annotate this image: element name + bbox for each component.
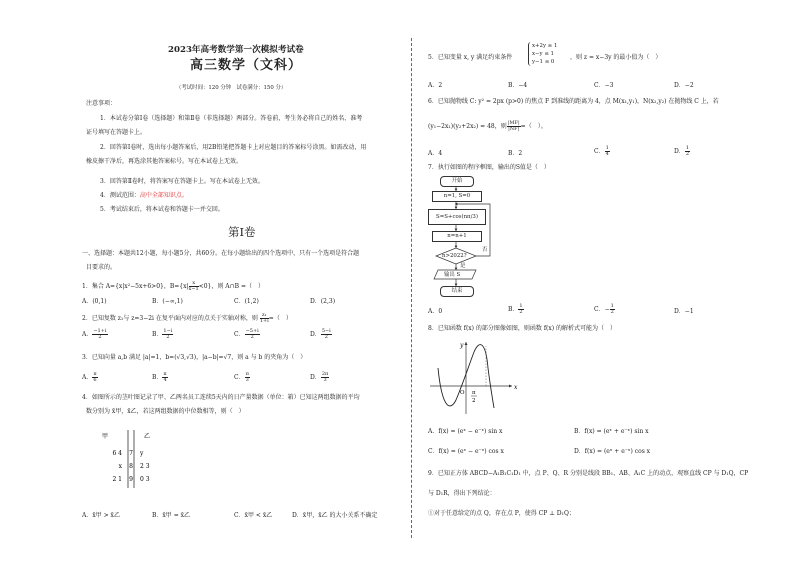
option-a: A． $\frac{\pi}{6}$ [82, 371, 97, 383]
leaf-right: 2 3 [140, 463, 150, 470]
function-graph [428, 338, 518, 416]
stem-leaf-right-label: 乙 [144, 433, 151, 440]
question-5-stem-end: ，则 z = x−3y 的最小值为（ ） [570, 54, 662, 61]
part-instruction: 一、选择题：本题共12小题，每小题5分，共60分。在每小题给出的四个选项中，只有一个选项是符合题 [82, 250, 360, 257]
scope-label: 4．测试范围： [100, 192, 140, 199]
option-d: D．x̄甲，x̄乙 的大小关系不确定 [292, 512, 378, 519]
flow-output: 输出 S [444, 272, 461, 278]
question-4-stem: 数分别为 x̄甲，x̄乙，若这两组数据的中位数相等，则（ ） [86, 408, 245, 415]
option-b: B．−4 [508, 82, 528, 89]
constraint: y−1 ≤ 0 [532, 59, 555, 65]
option-c: C．− $\frac{1}{2}$ [594, 303, 614, 315]
option-a: A．(0,1) [82, 298, 107, 305]
question-8-stem: 8．已知函数 f(x) 的部分图像如图，则函数 f(x) 的解析式可能为（ ） [428, 325, 617, 332]
flow-no-label: 否 [482, 247, 488, 253]
option-d: D．−2 [674, 82, 694, 89]
leaf-left: x [118, 463, 122, 470]
flow-init: n=1, S=0 [432, 191, 482, 202]
question-6-stem: 6．已知抛物线 C: y² = 2px (p>0) 的焦点 F 到准线的距离为 4，点 M(x₁,y₁)，N(x₂,y₂) 在抛物线 C 上，若 [428, 98, 719, 105]
flow-end: 结束 [440, 286, 474, 297]
note-line: 橡皮擦干净后，再选涂其他答案标号。写在本试卷上无效。 [86, 158, 243, 165]
part-instruction: 目要求的。 [86, 264, 117, 271]
question-1-stem: 1．集合 A={x|x²−5x+6>0}，B={x| $\frac{x}{x-1}$ <0}，则 A∩B =（ ） [82, 280, 264, 292]
stem: 8 [129, 463, 133, 470]
option-c: C． $\frac{-5+i}{2}$ [234, 328, 259, 340]
question-9-stem: 与 D₁R，得出下列结论： [428, 490, 496, 497]
question-6-stem: (y₁−2x₁)(y₂+2x₂) = 48，则 $\frac{|MF|}{|NF|}$ =（ ）。 [428, 120, 547, 132]
option-c: C．x̄甲 < x̄乙 [234, 512, 273, 519]
option-a: A．4 [428, 150, 443, 157]
graph-y-label: y [460, 342, 464, 349]
graph-tick-num: π [472, 390, 476, 396]
option-c: C．−3 [594, 82, 614, 89]
leaf-left: 6 4 [112, 450, 122, 457]
option-b: B． $\frac{1}{2}$ [508, 303, 523, 315]
flow-start: 开始 [440, 176, 474, 187]
question-5-stem: 5．已知变量 x, y 满足约束条件 [428, 54, 513, 61]
flow-increment: n=n+1 [432, 231, 482, 242]
note-line [100, 192, 188, 200]
option-c: C． $\frac{1}{4}$ [594, 145, 609, 157]
leaf-left: 2 1 [112, 476, 122, 483]
stem-leaf-left-label: 甲 [102, 433, 109, 440]
option-b: B．f(x) = (eˣ + e⁻ˣ) sin x [574, 428, 649, 435]
option-a: A．x̄甲 > x̄乙 [82, 512, 120, 519]
note-line: 1．本试卷分第Ⅰ卷（选择题）和第Ⅱ卷（非选择题）两部分。答卷前，考生务必将自己的姓名、准考 [100, 115, 363, 122]
option-c: C．f(x) = (eˣ − e⁻ˣ) cos x [428, 448, 504, 455]
note-line: 5．考试结束后，将本试卷和答题卡一并交回。 [100, 206, 224, 213]
leaf-right: y [140, 450, 144, 457]
stem: 7 [129, 450, 133, 457]
right-column [424, 0, 776, 562]
question-9-stem: 9．已知正方体 ABCD−A₁B₁C₁D₁ 中，点 P、Q、R 分别是线段 BB₁、AB、A₁C 上的动点，观察直线 CP 与 D₁Q，CP [428, 470, 749, 477]
question-2-stem: 2．已知复数 z₁与 z=3−2i 在复平面内对应的点关于实轴对称，则 $\frac{\text{z₁}}{1+i}$ =（ ） [82, 312, 292, 324]
option-b: B． $\frac{1-i}{2}$ [152, 328, 173, 340]
constraint: x−y ≤ 1 [532, 51, 554, 57]
subject-title: 高三数学（文科） [190, 58, 303, 73]
option-a: A．f(x) = (eˣ − e⁻ˣ) sin x [428, 428, 503, 435]
scope-highlight: 高中全部知识点。 [139, 192, 188, 199]
option-d: D． $\frac{2\pi}{3}$ [310, 371, 329, 383]
option-d: D． $\frac{1}{2}$ [674, 145, 689, 157]
graph-x-label: x [514, 384, 518, 391]
left-column [82, 0, 400, 562]
option-c: C．(1,2) [234, 298, 259, 305]
exam-title: 2023年高考数学第一次模拟考试卷 [168, 45, 304, 55]
option-d: D．f(x) = (eˣ + e⁻ˣ) cos x [574, 448, 651, 455]
question-9-item: ①对于任意给定的点 Q，存在点 P，使得 CP ⊥ D₁Q； [428, 510, 575, 517]
option-c: C． $\frac{\pi}{3}$ [234, 371, 249, 383]
constraint: x+2y ≥ 1 [532, 43, 558, 49]
option-a: A．0 [428, 308, 443, 315]
question-3-stem: 3．已知向量 a,b 满足 |a|=1，b=(√3,√3)，|a−b|=√7，则 a 与 b 的夹角为（ ） [82, 354, 307, 361]
question-7-stem: 7．执行如图的程序框图，输出的S值是（ ） [428, 164, 550, 171]
constraint-system [528, 42, 557, 66]
option-b: B． $\frac{\pi}{4}$ [152, 371, 167, 383]
note-line: 证号填写在答题卡上。 [86, 129, 147, 136]
option-b: B．x̄甲 = x̄乙 [152, 512, 191, 519]
flow-condition: n>2022? [442, 253, 467, 259]
option-d: D．−1 [674, 308, 694, 315]
question-4-stem: 4．如图所示的茎叶图记录了甲、乙两名员工连续5天内的日产量数据（单位：箱）已知这两组数据的平均 [82, 394, 360, 401]
option-b: B．(−∞,1) [152, 298, 183, 305]
note-line: 2．回答第Ⅰ卷时，选出每小题答案后，用2B铅笔把答题卡上对应题目的答案标号涂黑。如需改动，用 [100, 144, 367, 151]
flow-yes-label: 是 [460, 263, 466, 269]
leaf-right: 0 3 [140, 476, 150, 483]
option-a: A． $\frac{-1+i}{2}$ [82, 328, 107, 340]
stem: 9 [129, 476, 133, 483]
note-line: 3．回答第Ⅱ卷时，将答案写在答题卡上。写在本试卷上无效。 [100, 178, 264, 185]
notes-heading: 注意事项： [86, 100, 117, 107]
option-d: D． $\frac{5-i}{2}$ [310, 328, 331, 340]
option-b: B．2 [508, 150, 523, 157]
column-divider [411, 38, 412, 538]
flow-update: S=S+cos(nπ/3) [428, 209, 486, 225]
option-a: A．2 [428, 82, 443, 89]
graph-tick-den: 2 [472, 398, 476, 404]
part-title: 第Ⅰ卷 [228, 225, 256, 239]
exam-info: （考试时间：120 分钟 试卷满分：150 分） [176, 85, 287, 91]
option-d: D．(2,3) [310, 298, 336, 305]
graph-origin: O [460, 390, 465, 396]
stem-leaf-plot [88, 428, 168, 490]
